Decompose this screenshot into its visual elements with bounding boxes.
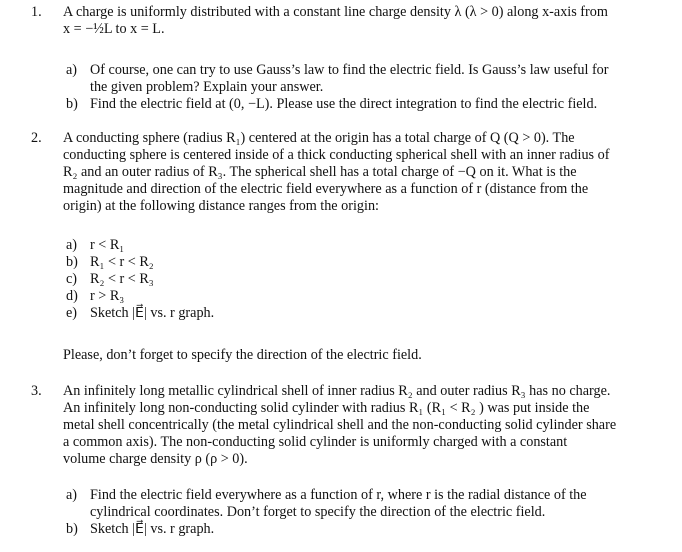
problem-1-parts [66, 62, 666, 113]
problem-statement [63, 383, 671, 468]
part-label: e) [66, 305, 78, 321]
part-label: a) [66, 62, 78, 78]
part-a [66, 487, 666, 521]
part-b [66, 96, 666, 113]
problem-3 [31, 383, 671, 468]
part-line: cylindrical coordinates. Don’t forget to specify the direction of the electric field. [90, 504, 546, 520]
part-label: a) [66, 487, 78, 503]
problem-statement [63, 4, 671, 38]
problem-statement [63, 130, 671, 215]
statement-line: An infinitely long non-conducting solid cylinder with radius R₁ (R₁ < R₂ ) was put inside the [63, 400, 590, 416]
part-c [66, 271, 666, 288]
statement-line: An infinitely long metallic cylindrical shell of inner radius R₂ and outer radius R₃ has no charge. [63, 383, 611, 399]
part-line: Sketch |E⃗| vs. r graph. [90, 521, 215, 537]
part-line: R₁ < r < R₂ [90, 254, 154, 270]
statement-line: A charge is uniformly distributed with a constant line charge density λ (λ > 0) along x-axis from [63, 4, 608, 20]
problem-2 [31, 130, 671, 215]
statement-line: volume charge density ρ (ρ > 0). [63, 451, 248, 467]
part-b [66, 521, 666, 538]
statement-line: origin) at the following distance ranges from the origin: [63, 198, 379, 214]
statement-line: conducting sphere is centered inside of a thick conducting spherical shell with an inner radius of [63, 147, 610, 163]
statement-line: A conducting sphere (radius R₁) centered at the origin has a total charge of Q (Q > 0). The [63, 130, 575, 146]
problem-2-note: Please, don’t forget to specify the direction of the electric field. [63, 347, 422, 363]
problem-2-parts [66, 237, 666, 322]
part-e [66, 305, 666, 322]
problem-number: 2. [31, 130, 42, 146]
part-label: b) [66, 521, 78, 537]
part-line: r < R₁ [90, 237, 125, 253]
part-line: the given problem? Explain your answer. [90, 79, 324, 95]
part-line: Sketch |E⃗| vs. r graph. [90, 305, 215, 321]
part-label: c) [66, 271, 78, 287]
part-line: Of course, one can try to use Gauss’s law to find the electric field. Is Gauss’s law useful for [90, 62, 609, 78]
part-d [66, 288, 666, 305]
problem-number: 3. [31, 383, 42, 399]
part-b [66, 254, 666, 271]
part-label: a) [66, 237, 78, 253]
part-a [66, 62, 666, 96]
statement-line: x = −½L to x = L. [63, 21, 165, 37]
part-a [66, 237, 666, 254]
part-line: Find the electric field at (0, −L). Please use the direct integration to find the electric field. [90, 96, 598, 112]
part-label: b) [66, 254, 78, 270]
part-label: b) [66, 96, 78, 112]
part-line: R₂ < r < R₃ [90, 271, 154, 287]
problem-number: 1. [31, 4, 42, 20]
problem-3-parts [66, 487, 666, 538]
statement-line: a common axis). The non-conducting solid cylinder is uniformly charged with a constant [63, 434, 568, 450]
statement-line: R₂ and an outer radius of R₃. The spherical shell has a total charge of −Q on it. What is the [63, 164, 577, 180]
part-line: Find the electric field everywhere as a function of r, where r is the radial distance of the [90, 487, 587, 503]
part-label: d) [66, 288, 78, 304]
part-line: r > R₃ [90, 288, 125, 304]
statement-line: magnitude and direction of the electric field everywhere as a function of r (distance from the [63, 181, 589, 197]
statement-line: metal shell concentrically (the metal cylindrical shell and the non-conducting solid cylinder share [63, 417, 617, 433]
problem-1 [31, 4, 671, 38]
